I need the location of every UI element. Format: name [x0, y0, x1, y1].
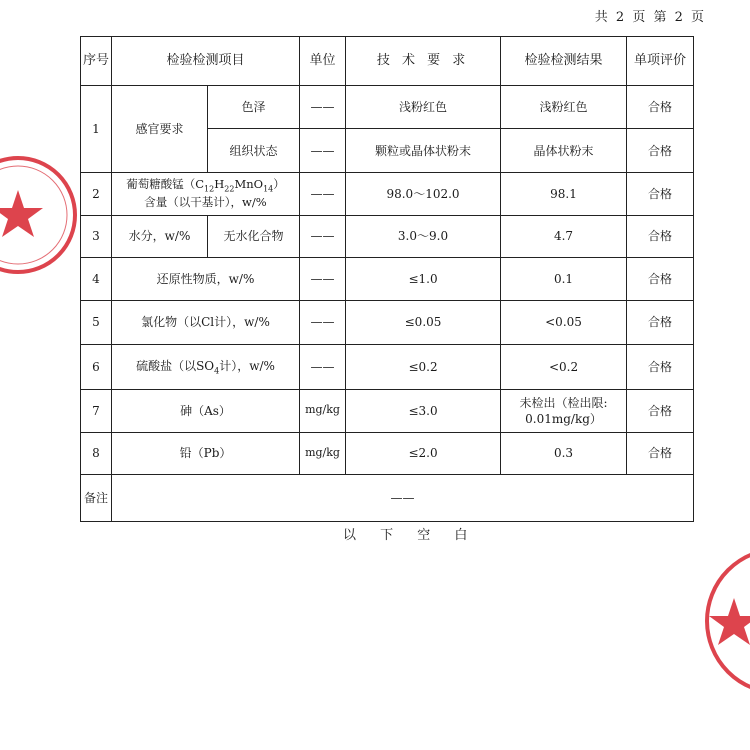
row-result: <0.05 — [501, 300, 627, 345]
row-seq: 6 — [81, 345, 112, 390]
header-unit: 单位 — [300, 37, 346, 86]
remarks-label: 备注 — [81, 475, 112, 522]
row-result: 0.1 — [501, 258, 627, 301]
table-header-row — [81, 37, 694, 86]
row-requirement: ≤1.0 — [346, 258, 501, 301]
row-evaluation: 合格 — [627, 85, 694, 129]
row-item: 氯化物（以Cl计），w/% — [112, 300, 300, 345]
row-unit: —— — [300, 85, 346, 129]
row-item: 铅（Pb） — [112, 432, 300, 475]
row-evaluation: 合格 — [627, 390, 694, 433]
table-row — [81, 85, 694, 129]
table-row — [81, 390, 694, 433]
row-result: 4.7 — [501, 215, 627, 258]
row-item-line2: 含量（以干基计），w/% — [144, 195, 267, 210]
row-subitem: 无水化合物 — [208, 215, 300, 258]
table-row — [81, 215, 694, 258]
row-item: 还原性物质，w/% — [112, 258, 300, 301]
blank-below-note: 以 下 空 白 — [343, 528, 478, 543]
row-unit: —— — [300, 172, 346, 215]
remarks-row — [81, 475, 694, 522]
row-evaluation: 合格 — [627, 129, 694, 173]
row-requirement: 浅粉红色 — [346, 85, 501, 129]
row-result — [501, 390, 627, 433]
row-seq: 5 — [81, 300, 112, 345]
header-result: 检验检测结果 — [501, 37, 627, 86]
row-item: 硫酸盐（以$SO_4$计），w/% — [112, 345, 300, 390]
table-row — [81, 300, 694, 345]
remarks-value: —— — [112, 475, 694, 522]
row-unit: —— — [300, 129, 346, 173]
inspection-seal-left — [0, 150, 78, 280]
row-item-line1: 葡萄糖酸锰$(C_{12}H_{22}MnO_{14})$ — [126, 176, 285, 194]
row-evaluation: 合格 — [627, 215, 694, 258]
table-row — [81, 258, 694, 301]
row-result: 浅粉红色 — [501, 85, 627, 129]
row-result-line2: 0.01mg/kg） — [525, 411, 602, 426]
row-requirement: ≤3.0 — [346, 390, 501, 433]
table-row — [81, 432, 694, 475]
row-requirement: 98.0～102.0 — [346, 172, 501, 215]
row-evaluation: 合格 — [627, 258, 694, 301]
table-row — [81, 345, 694, 390]
header-evaluation: 单项评价 — [627, 37, 694, 86]
row-item — [112, 172, 300, 215]
row-seq: 2 — [81, 172, 112, 215]
header-seq: 序号 — [81, 37, 112, 86]
row-unit: mg/kg — [300, 432, 346, 475]
row-item: 感官要求 — [112, 85, 208, 172]
row-unit: —— — [300, 258, 346, 301]
row-result-line1: 未检出（检出限: — [519, 395, 608, 410]
row-evaluation: 合格 — [627, 172, 694, 215]
row-seq: 4 — [81, 258, 112, 301]
row-seq: 1 — [81, 85, 112, 172]
row-result: 0.3 — [501, 432, 627, 475]
inspection-results-table — [80, 36, 694, 522]
row-requirement: ≤0.05 — [346, 300, 501, 345]
row-item: 砷（As） — [112, 390, 300, 433]
row-unit: —— — [300, 300, 346, 345]
row-seq: 7 — [81, 390, 112, 433]
row-result: 98.1 — [501, 172, 627, 215]
row-unit: —— — [300, 345, 346, 390]
header-item: 检验检测项目 — [112, 37, 300, 86]
header-requirement: 技 术 要 求 — [346, 37, 501, 86]
row-seq: 8 — [81, 432, 112, 475]
row-result: 晶体状粉末 — [501, 129, 627, 173]
row-evaluation: 合格 — [627, 300, 694, 345]
row-requirement: ≤0.2 — [346, 345, 501, 390]
row-unit: —— — [300, 215, 346, 258]
table-row — [81, 172, 694, 215]
row-unit: mg/kg — [300, 390, 346, 433]
row-subitem: 组织状态 — [208, 129, 300, 173]
row-subitem: 色泽 — [208, 85, 300, 129]
row-result: <0.2 — [501, 345, 627, 390]
row-evaluation: 合格 — [627, 345, 694, 390]
row-requirement: 颗粒或晶体状粉末 — [346, 129, 501, 173]
page-number: 共 2 页 第 2 页 — [594, 10, 706, 25]
inspection-seal-right — [704, 546, 750, 696]
row-evaluation: 合格 — [627, 432, 694, 475]
row-requirement: ≤2.0 — [346, 432, 501, 475]
row-item: 水分，w/% — [112, 215, 208, 258]
row-seq: 3 — [81, 215, 112, 258]
row-requirement: 3.0～9.0 — [346, 215, 501, 258]
